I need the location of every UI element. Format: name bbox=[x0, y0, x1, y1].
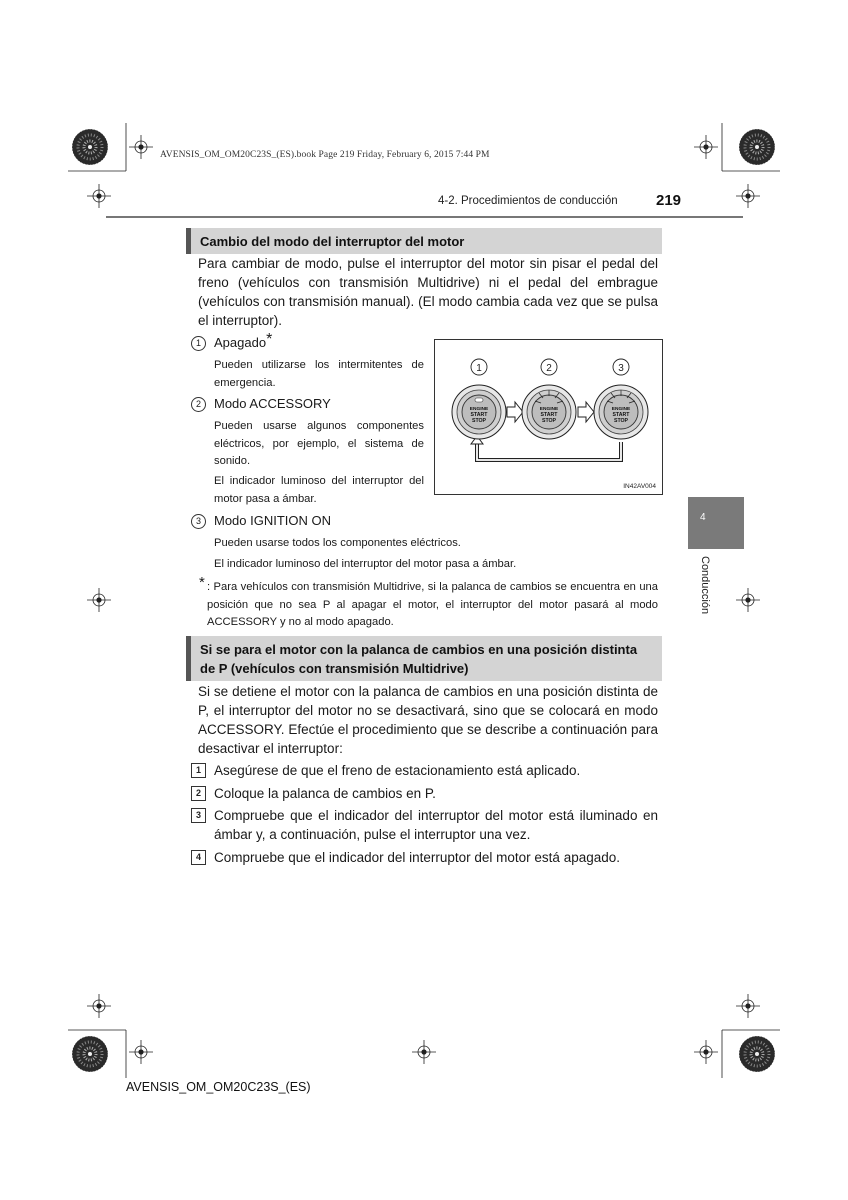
svg-text:STOP: STOP bbox=[541, 418, 557, 424]
engine-switch-diagram bbox=[435, 340, 662, 494]
item-label: Apagado* bbox=[214, 331, 273, 350]
chapter-number: 4 bbox=[700, 512, 706, 523]
figure-code: IN42AV004 bbox=[623, 483, 656, 490]
item-description: El indicador luminoso del interruptor del motor pasa a ámbar. bbox=[214, 475, 424, 505]
svg-text:STOP: STOP bbox=[613, 418, 629, 424]
section-intro: Si se detiene el motor con la palanca de cambios en una posición distinta de P, el interruptor del motor no se desactivará, sino que se colocará en modo ACCESSORY. Efectúe el procedimiento que se describe a continuación para desactivar el interruptor: bbox=[198, 684, 658, 756]
item-number-badge: 2 bbox=[191, 397, 206, 412]
step-number-badge: 4 bbox=[191, 850, 206, 865]
svg-text:START: START bbox=[612, 412, 630, 418]
svg-text:ENGINE: ENGINE bbox=[539, 407, 559, 412]
footer-doc-id: AVENSIS_OM_OM20C23S_(ES) bbox=[126, 1080, 311, 1094]
item-label: Modo IGNITION ON bbox=[214, 513, 332, 528]
item-description: Pueden utilizarse los intermitentes de emergencia. bbox=[214, 359, 424, 389]
step-text: Coloque la palanca de cambios en P. bbox=[214, 786, 436, 801]
running-section-title: 4-2. Procedimientos de conducción bbox=[438, 195, 618, 207]
item-description: El indicador luminoso del interruptor del motor pasa a ámbar. bbox=[214, 558, 517, 570]
engine-button-accessory bbox=[522, 385, 576, 439]
item-number-badge: 3 bbox=[191, 514, 206, 529]
figure-label-1 bbox=[471, 359, 487, 375]
svg-text:ENGINE: ENGINE bbox=[611, 407, 631, 412]
step-text: Compruebe que el indicador del interruptor del motor está apagado. bbox=[214, 850, 621, 865]
engine-button-off bbox=[452, 385, 506, 439]
chapter-tab bbox=[688, 497, 744, 549]
book-file-line: AVENSIS_OM_OM20C23S_(ES).book Page 219 Friday, February 6, 2015 7:44 PM bbox=[160, 150, 490, 160]
step-text: Compruebe que el indicador del interruptor del motor está iluminado en ámbar y, a continuación, pulse el interruptor una vez. bbox=[214, 808, 658, 842]
item-description: Pueden usarse todos los componentes eléctricos. bbox=[214, 537, 461, 549]
svg-text:START: START bbox=[540, 412, 558, 418]
chapter-label: Conducción bbox=[699, 556, 711, 615]
step-number-badge: 1 bbox=[191, 763, 206, 778]
item-number-badge: 1 bbox=[191, 336, 206, 351]
section-heading-bar bbox=[186, 636, 662, 681]
step-number-badge: 2 bbox=[191, 786, 206, 801]
section-intro: Para cambiar de modo, pulse el interruptor del motor sin pisar el pedal del freno (vehículos con transmisión Multidrive) ni el pedal del embrague (vehículos con transmisión manual). (El modo cambia cada vez que se pulsa el interruptor). bbox=[198, 256, 658, 328]
svg-text:STOP: STOP bbox=[471, 418, 487, 424]
svg-text:2: 2 bbox=[546, 363, 552, 374]
engine-switch-figure bbox=[434, 339, 663, 495]
section-heading-bar bbox=[186, 228, 662, 254]
svg-text:START: START bbox=[470, 412, 488, 418]
svg-text:1: 1 bbox=[476, 363, 482, 374]
section-heading: Cambio del modo del interruptor del motor bbox=[200, 234, 465, 249]
footnote: : Para vehículos con transmisión Multidrive, si la palanca de cambios se encuentra en una posición que no sea P al apagar el motor, el interruptor del motor pasará al modo ACCESSORY y no al modo apagado. bbox=[207, 581, 658, 628]
section-heading: Si se para el motor con la palanca de cambios en una posición distinta de P (vehículos con transmisión Multidrive) bbox=[200, 642, 638, 676]
figure-label-3 bbox=[613, 359, 629, 375]
svg-text:3: 3 bbox=[618, 363, 624, 374]
asterisk-mark: * bbox=[266, 331, 273, 348]
footnote-mark: * bbox=[199, 574, 205, 591]
svg-text:ENGINE: ENGINE bbox=[469, 407, 489, 412]
step-text: Asegúrese de que el freno de estacionamiento está aplicado. bbox=[214, 763, 581, 778]
figure-label-2 bbox=[541, 359, 557, 375]
step-number-badge: 3 bbox=[191, 808, 206, 823]
item-description: Pueden usarse algunos componentes eléctricos, por ejemplo, el sistema de sonido. bbox=[214, 420, 424, 467]
item-label: Modo ACCESSORY bbox=[214, 396, 331, 411]
engine-button-ignition-on bbox=[594, 385, 648, 439]
page-number: 219 bbox=[656, 192, 682, 209]
header-rule bbox=[106, 216, 743, 218]
